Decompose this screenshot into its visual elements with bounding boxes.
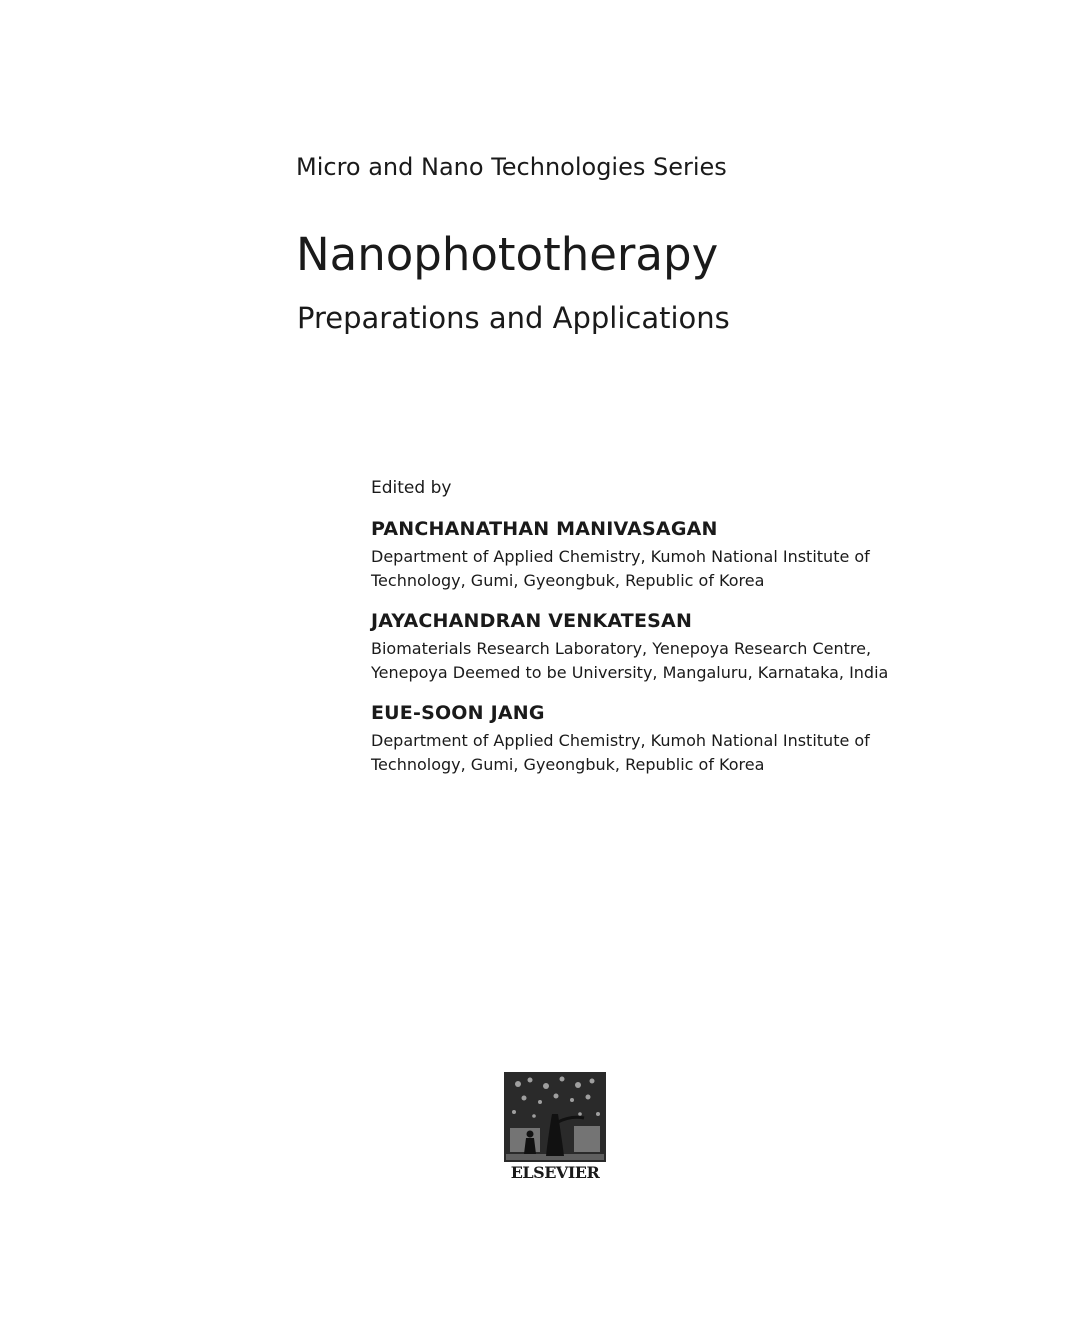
editor-affiliation (371, 729, 931, 777)
book-title: Nanophototherapy (296, 228, 719, 281)
series-title: Micro and Nano Technologies Series (296, 153, 727, 181)
publisher-name: ELSEVIER (510, 1163, 600, 1182)
editor-name: EUE-SOON JANG (371, 702, 545, 724)
editor-affiliation (371, 637, 931, 685)
editor-name: PANCHANATHAN MANIVASAGAN (371, 518, 718, 540)
affiliation-line: Department of Applied Chemistry, Kumoh National Institute of (371, 731, 870, 750)
affiliation-line: Department of Applied Chemistry, Kumoh National Institute of (371, 547, 870, 566)
affiliation-line: Technology, Gumi, Gyeongbuk, Republic of Korea (371, 571, 765, 590)
affiliation-line: Technology, Gumi, Gyeongbuk, Republic of Korea (371, 755, 765, 774)
edited-by-label: Edited by (371, 478, 452, 498)
editors-section (371, 478, 931, 793)
editor-entry (371, 609, 931, 685)
affiliation-line: Biomaterials Research Laboratory, Yenepoya Research Centre, (371, 639, 872, 658)
editor-entry (371, 517, 931, 593)
editor-affiliation (371, 545, 931, 593)
affiliation-line: Yenepoya Deemed to be University, Mangaluru, Karnataka, India (371, 663, 889, 682)
editor-entry (371, 701, 931, 777)
book-subtitle: Preparations and Applications (297, 301, 730, 335)
editor-name: JAYACHANDRAN VENKATESAN (371, 610, 693, 632)
